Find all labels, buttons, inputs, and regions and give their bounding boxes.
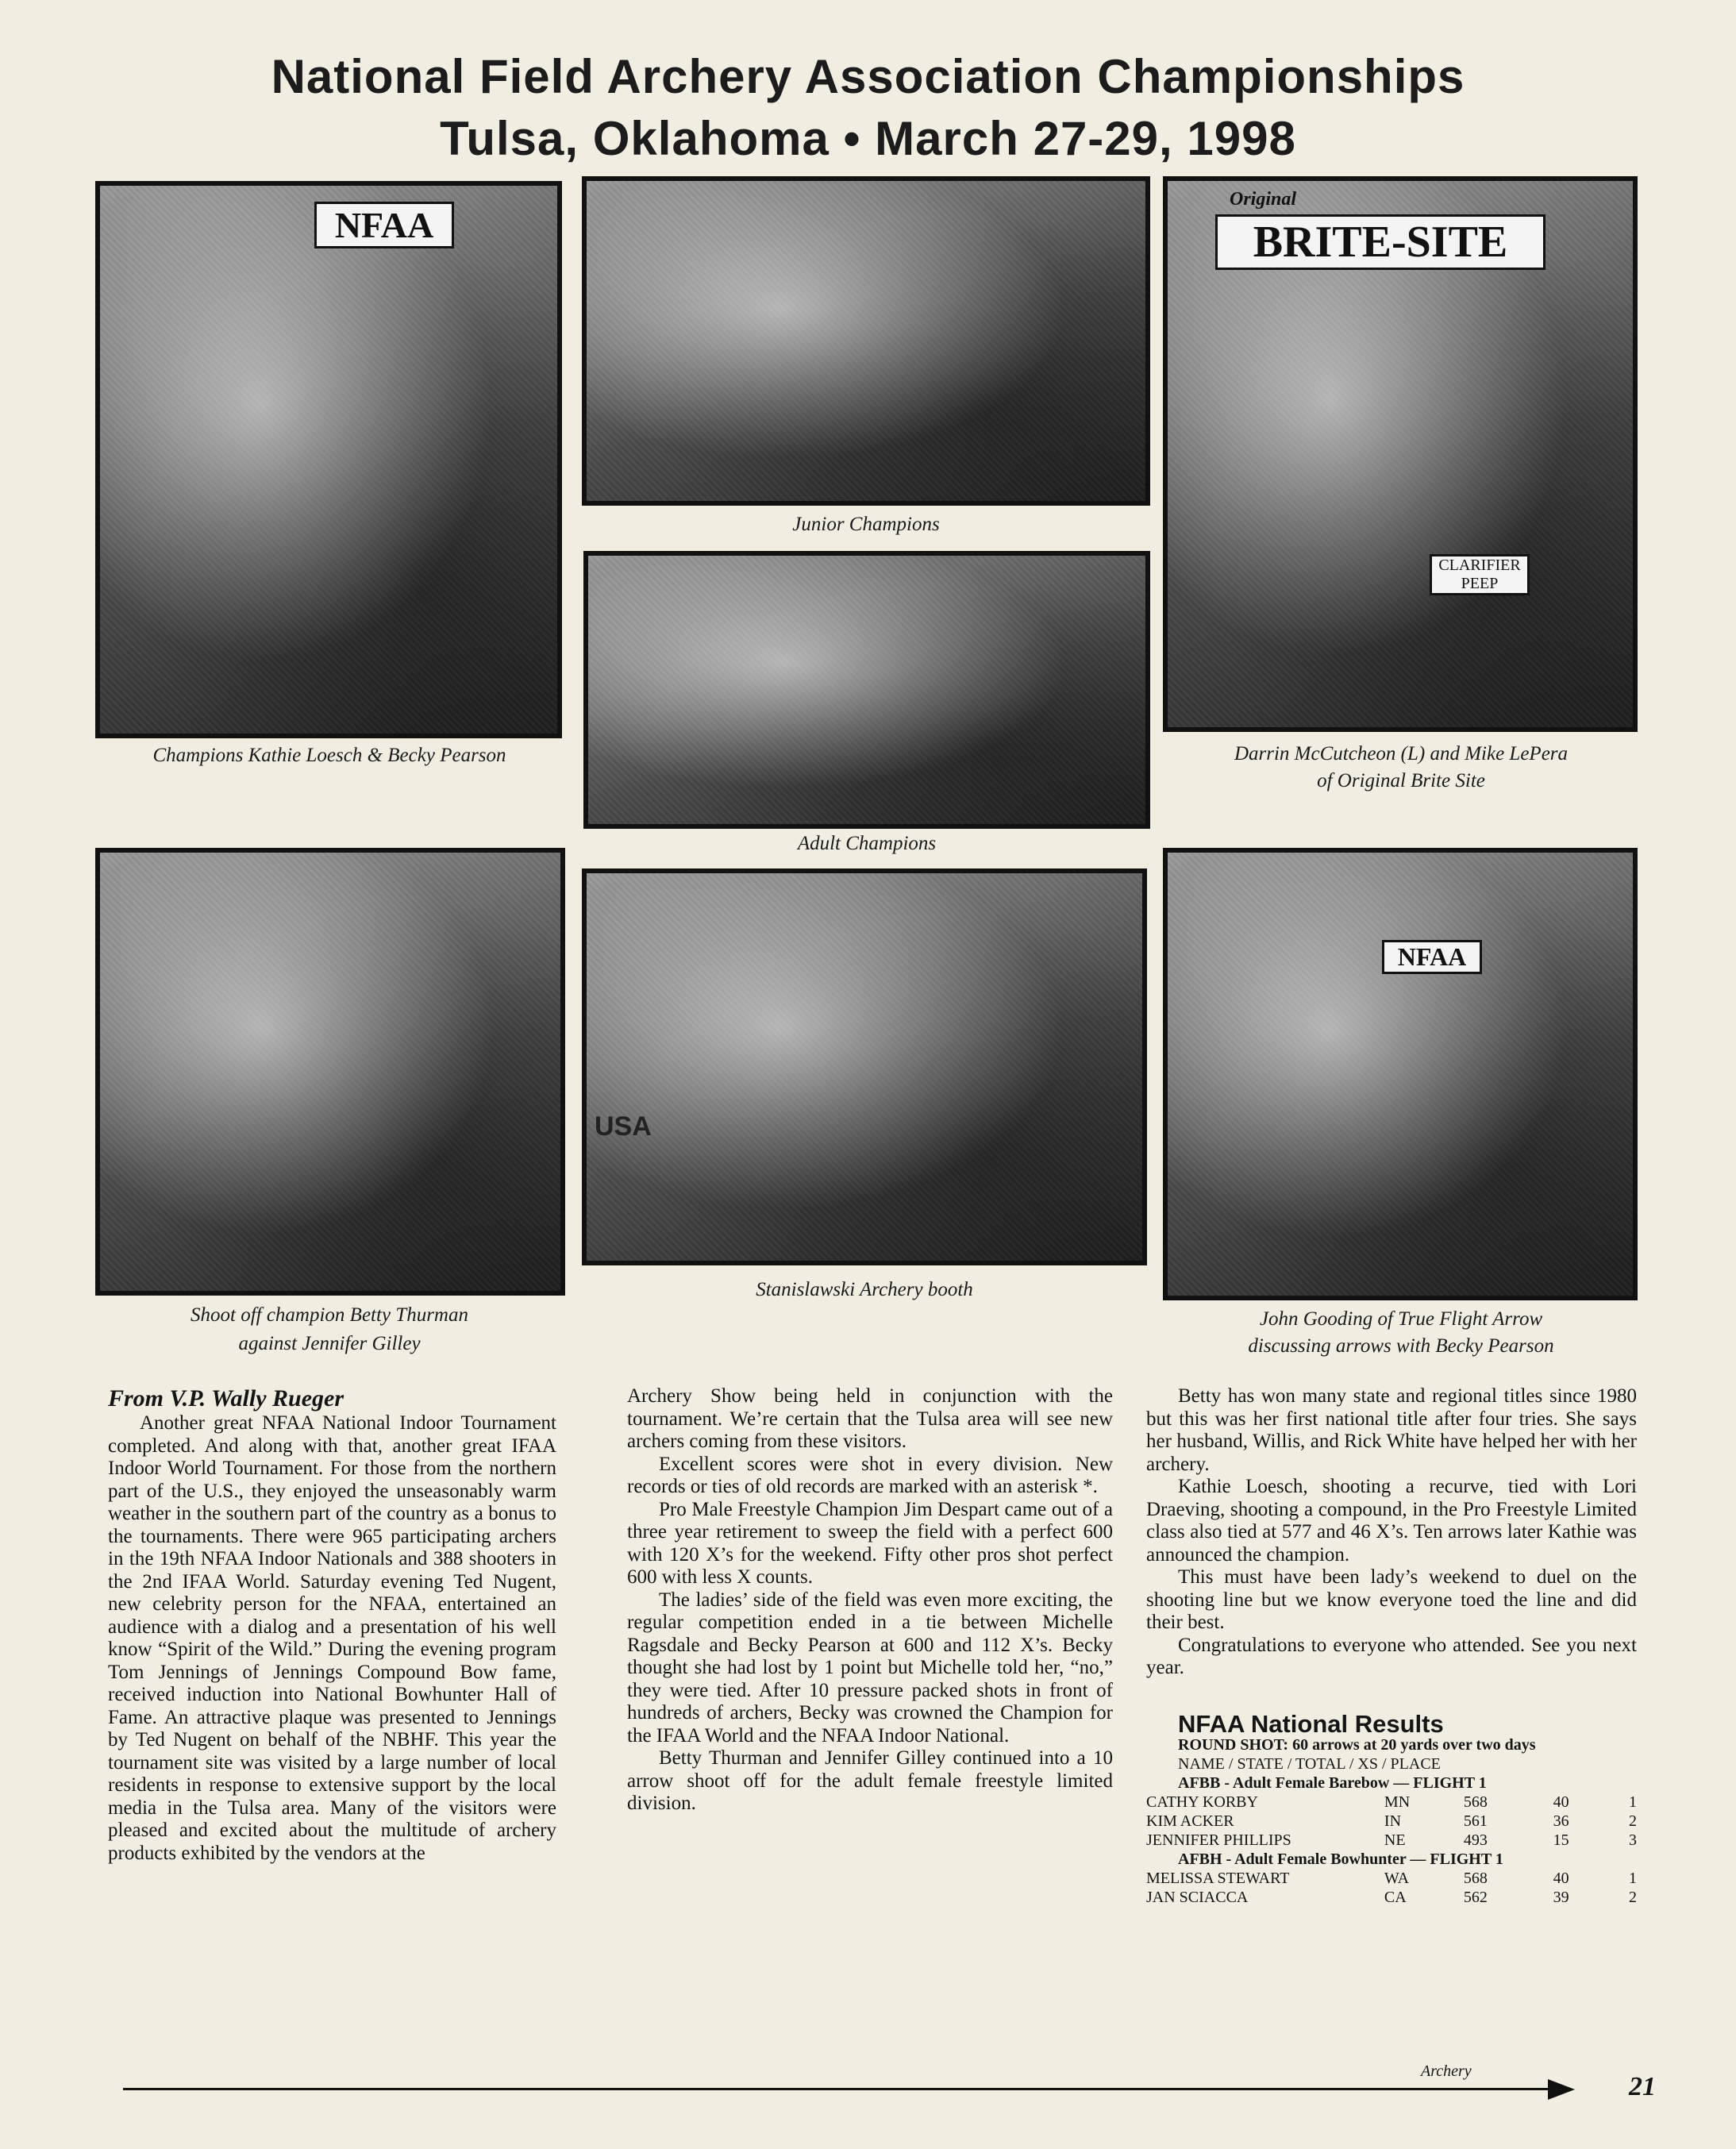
article-paragraph: This must have been lady’s weekend to duel on the shooting line but we know everyone toed the line and did their best. xyxy=(1146,1566,1637,1633)
photo-adult-champions xyxy=(583,551,1150,829)
article-column-1 xyxy=(108,1385,556,1865)
article-paragraph: Pro Male Freestyle Champion Jim Despart came out of a three year retirement to sweep the field with a perfect 600 with 120 X’s for the weekend. Fifty other pros shot perfect 600 with less X counts. xyxy=(627,1498,1113,1588)
byline: From V.P. Wally Rueger xyxy=(108,1385,345,1411)
article-column-3 xyxy=(1146,1385,1637,1907)
results-section xyxy=(1146,1709,1637,1908)
result-name: KIM ACKER xyxy=(1146,1812,1234,1830)
result-state: IN xyxy=(1384,1812,1402,1830)
result-total: 561 xyxy=(1463,1812,1488,1830)
result-state: NE xyxy=(1384,1831,1406,1849)
photo-brite-site xyxy=(1163,176,1638,732)
photo-loesch-pearson xyxy=(95,181,562,738)
result-place: 1 xyxy=(1629,1870,1637,1887)
caption-shootoff-line1: Shoot off champion Betty Thurman xyxy=(191,1304,468,1326)
results-row xyxy=(1146,1888,1637,1907)
article-paragraph: The ladies’ side of the field was even more exciting, the regular competition ended in a tie between Michelle Ragsdale and Becky Pearson at 600 and 112 X’s. Becky thought she had lost by 1 point but Michelle told her, “no,” they were tied. After 10 pressure packed shots in front of hundreds of archers, Becky was crowned the Champion for the IFAA World and the NFAA Indoor National. xyxy=(627,1589,1113,1747)
result-name: JAN SCIACCA xyxy=(1146,1889,1249,1906)
result-state: MN xyxy=(1384,1793,1411,1811)
results-group-heading: AFBB - Adult Female Barebow — FLIGHT 1 xyxy=(1178,1774,1487,1792)
clarifier-peep-box: CLARIFIER PEEP xyxy=(1430,554,1530,595)
article-paragraph: Betty has won many state and regional titles since 1980 but this was her first national title after four tries. She says her husband, Willis, and Rick White have helped her with her archery. xyxy=(1146,1385,1637,1475)
result-xs: 36 xyxy=(1553,1812,1569,1830)
photo-shootoff xyxy=(95,848,565,1296)
article-paragraph: Betty Thurman and Jennifer Gilley continued into a 10 arrow shoot off for the adult female freestyle limited division. xyxy=(627,1747,1113,1814)
result-total: 568 xyxy=(1463,1793,1488,1811)
caption-brite-site-line1: Darrin McCutcheon (L) and Mike LePera xyxy=(1234,743,1569,764)
result-xs: 40 xyxy=(1553,1793,1569,1811)
footer-magazine-label: Archery xyxy=(1421,2062,1472,2080)
headline-location-date: Tulsa, Oklahoma • March 27-29, 1998 xyxy=(440,112,1296,165)
result-place: 2 xyxy=(1629,1812,1637,1830)
result-place: 3 xyxy=(1629,1831,1637,1849)
caption-loesch-pearson: Champions Kathie Loesch & Becky Pearson xyxy=(152,745,506,766)
result-place: 1 xyxy=(1629,1793,1637,1811)
article-paragraph: Excellent scores were shot in every division. New records or ties of old records are marked with an asterisk *. xyxy=(627,1453,1113,1497)
caption-junior-champions: Junior Champions xyxy=(792,514,940,535)
brite-site-sign: BRITE-SITE xyxy=(1215,214,1545,270)
headline-title: National Field Archery Association Championships xyxy=(271,50,1465,103)
caption-shootoff-line2: against Jennifer Gilley xyxy=(238,1333,421,1354)
results-row xyxy=(1146,1793,1637,1812)
result-xs: 40 xyxy=(1553,1870,1569,1887)
result-total: 568 xyxy=(1463,1870,1488,1887)
round-shot-note: ROUND SHOT: 60 arrows at 20 yards over two days xyxy=(1178,1736,1536,1754)
caption-gooding-line2: discussing arrows with Becky Pearson xyxy=(1248,1335,1554,1357)
article-paragraph: Another great NFAA National Indoor Tournament completed. And along with that, another great IFAA Indoor World Tournament. For those from the northern part of the U.S., they enjoyed the unseasonably warm weather in the southern part of the country as a bonus to the tournaments. There were 965 participating archers in the 19th NFAA Indoor Nationals and 388 shooters in the 2nd IFAA World. Saturday evening Ted Nugent, new celebrity person for the NFAA, entertained an audience with a dialog and a presentation of his well know “Spirit of the Wild.” During the evening program Tom Jennings of Jennings Compound Bow fame, received induction into National Bowhunter Hall of Fame. An attractive plaque was presented to Jennings by Ted Nugent on behalf of the NBHF. This year the tournament site was visited by a large number of local residents in response to extensive support by the local media in the Tulsa area. Many of the visitors were pleased and excited about the multitude of archery products exhibited by the vendors at the xyxy=(108,1412,556,1864)
result-xs: 15 xyxy=(1553,1831,1569,1849)
result-xs: 39 xyxy=(1553,1889,1569,1906)
result-name: CATHY KORBY xyxy=(1146,1793,1258,1811)
result-place: 2 xyxy=(1629,1889,1637,1906)
result-state: WA xyxy=(1384,1870,1410,1887)
result-state: CA xyxy=(1384,1889,1407,1906)
nfaa-banner: NFAA xyxy=(1382,940,1482,974)
results-row xyxy=(1146,1831,1637,1850)
result-total: 562 xyxy=(1463,1889,1488,1906)
photo-junior-champions xyxy=(582,176,1150,506)
caption-gooding-line1: John Gooding of True Flight Arrow xyxy=(1259,1308,1543,1330)
caption-brite-site-line2: of Original Brite Site xyxy=(1317,770,1485,791)
nfaa-banner: NFAA xyxy=(314,202,454,248)
article-paragraph: Congratulations to everyone who attended. See you next year. xyxy=(1146,1634,1637,1678)
results-column-headers: NAME / STATE / TOTAL / XS / PLACE xyxy=(1178,1755,1441,1773)
photo-stanislawski-booth xyxy=(582,868,1147,1265)
results-row xyxy=(1146,1869,1637,1888)
results-title: NFAA National Results xyxy=(1178,1709,1444,1738)
results-row xyxy=(1146,1812,1637,1831)
page-number: 21 xyxy=(1629,2072,1656,2101)
article-paragraph: Kathie Loesch, shooting a recurve, tied with Lori Draeving, shooting a compound, in the Pro Freestyle Limited class also tied at 577 and 46 X’s. Ten arrows later Kathie was announced the champion. xyxy=(1146,1476,1637,1566)
original-script: Original xyxy=(1230,189,1297,210)
results-group-heading: AFBH - Adult Female Bowhunter — FLIGHT 1 xyxy=(1178,1851,1503,1868)
photo-gooding xyxy=(1163,848,1638,1300)
result-total: 493 xyxy=(1463,1831,1488,1849)
footer-rule xyxy=(123,2088,1552,2090)
footer-arrow-icon xyxy=(1548,2079,1575,2100)
article-paragraph: Archery Show being held in conjunction with the tournament. We’re certain that the Tulsa area will see new archers coming from these visitors. xyxy=(627,1385,1113,1452)
usa-jersey-text: USA xyxy=(595,1111,652,1142)
article-column-2 xyxy=(627,1385,1113,1816)
caption-stanislawski-booth: Stanislawski Archery booth xyxy=(756,1279,973,1300)
result-name: JENNIFER PHILLIPS xyxy=(1146,1831,1291,1849)
result-name: MELISSA STEWART xyxy=(1146,1870,1290,1887)
caption-adult-champions: Adult Champions xyxy=(797,833,937,854)
